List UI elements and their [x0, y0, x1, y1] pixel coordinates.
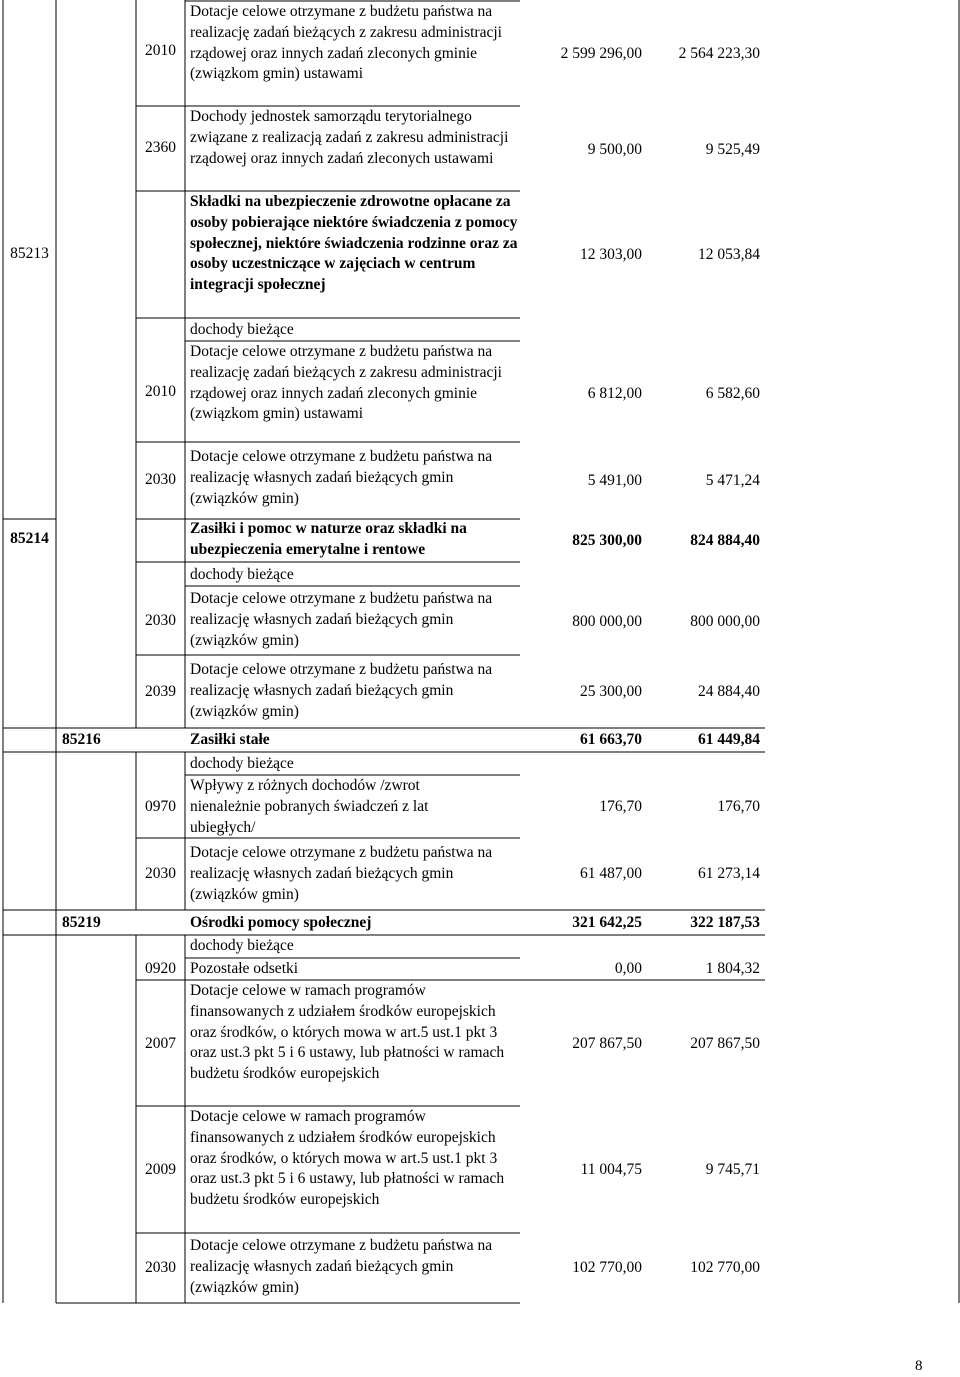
- execution-value: 176,70: [717, 798, 760, 815]
- execution-value: 1 804,32: [705, 960, 760, 977]
- execution-value: 24 884,40: [698, 683, 760, 700]
- plan-value: 321 642,25: [572, 914, 642, 931]
- chapter-code: 85214: [10, 530, 49, 547]
- section-label: dochody bieżące: [190, 937, 294, 954]
- section-label: dochody bieżące: [190, 755, 294, 772]
- row-description: Pozostałe odsetki: [190, 960, 299, 977]
- paragraph-code: 2039: [145, 683, 176, 700]
- plan-value: 6 812,00: [587, 385, 642, 402]
- execution-value: 207 867,50: [690, 1035, 760, 1052]
- section-label: dochody bieżące: [190, 321, 294, 338]
- plan-value: 176,70: [599, 798, 642, 815]
- row-description: Dotacje celowe otrzymane z budżetu państwa na realizację własnych zadań bieżących gmin (związków gmin): [190, 661, 493, 720]
- plan-value: 11 004,75: [580, 1161, 642, 1178]
- plan-value: 25 300,00: [580, 683, 642, 700]
- plan-value: 61 487,00: [580, 865, 642, 882]
- paragraph-code: 2030: [145, 1259, 176, 1276]
- paragraph-code: 2007: [145, 1035, 176, 1052]
- row-description: Dotacje celowe otrzymane z budżetu państwa na realizację własnych zadań bieżących gmin (związków gmin): [190, 844, 493, 903]
- row-description: Dotacje celowe otrzymane z budżetu państwa na realizację własnych zadań bieżących gmin (związków gmin): [190, 590, 493, 649]
- plan-value: 2 599 296,00: [560, 45, 642, 62]
- row-description: Dotacje celowe otrzymane z budżetu państwa na realizację własnych zadań bieżących gmin (związków gmin): [190, 1237, 493, 1296]
- plan-value: 9 500,00: [587, 141, 642, 158]
- chapter-code: 85219: [62, 914, 101, 931]
- chapter-code: 85213: [10, 245, 49, 262]
- plan-value: 102 770,00: [572, 1259, 642, 1276]
- section-label: dochody bieżące: [190, 566, 294, 583]
- plan-value: 825 300,00: [572, 532, 642, 549]
- paragraph-code: 2360: [145, 139, 176, 156]
- execution-value: 800 000,00: [690, 613, 760, 630]
- row-description: Dotacje celowe otrzymane z budżetu państwa na realizację zadań bieżących z zakresu administracji rządowej oraz innych zadań zleconych gminie (związkom gmin) ustawami: [190, 343, 502, 423]
- plan-value: 207 867,50: [572, 1035, 642, 1052]
- plan-value: 61 663,70: [580, 731, 642, 748]
- execution-value: 2 564 223,30: [678, 45, 760, 62]
- plan-value: 5 491,00: [587, 472, 642, 489]
- row-description: Wpływy z różnych dochodów /zwrot nienależnie pobranych świadczeń z lat ubiegłych/: [190, 777, 429, 836]
- execution-value: 824 884,40: [690, 532, 760, 549]
- row-description: Zasiłki i pomoc w naturze oraz składki na ubezpieczenia emerytalne i rentowe: [190, 520, 467, 558]
- paragraph-code: 2030: [145, 865, 176, 882]
- row-description: Składki na ubezpieczenie zdrowotne opłacane za osoby pobierające niektóre świadczenia z pomocy społecznej, niektóre świadczenia rodzinne oraz za osoby uczestniczące w zajęciach w centrum integracji społecznej: [190, 193, 518, 294]
- execution-value: 322 187,53: [690, 914, 760, 931]
- execution-value: 6 582,60: [705, 385, 760, 402]
- paragraph-code: 2009: [145, 1161, 176, 1178]
- row-description: Zasiłki stałe: [190, 731, 270, 748]
- execution-value: 5 471,24: [705, 472, 760, 489]
- paragraph-code: 0920: [145, 960, 176, 977]
- chapter-code: 85216: [62, 731, 101, 748]
- plan-value: 800 000,00: [572, 613, 642, 630]
- paragraph-code: 0970: [145, 798, 176, 815]
- execution-value: 9 745,71: [705, 1161, 760, 1178]
- row-description: Ośrodki pomocy społecznej: [190, 914, 372, 931]
- execution-value: 61 449,84: [698, 731, 760, 748]
- page-number: 8: [915, 1358, 923, 1374]
- row-description: Dochody jednostek samorządu terytorialnego związane z realizacją zadań z zakresu administracji rządowej oraz innych zadań zleconych ustawami: [190, 108, 509, 167]
- execution-value: 12 053,84: [698, 246, 760, 263]
- row-description: Dotacje celowe w ramach programów finansowanych z udziałem środków europejskich oraz środków, o których mowa w art.5 ust.1 pkt 3 oraz ust.3 pkt 5 i 6 ustawy, lub płatności w ramach budżetu środków europejskich: [190, 1108, 505, 1209]
- paragraph-code: 2010: [145, 42, 176, 59]
- paragraph-code: 2030: [145, 612, 176, 629]
- paragraph-code: 2010: [145, 383, 176, 400]
- plan-value: 0,00: [614, 960, 642, 977]
- execution-value: 61 273,14: [698, 865, 760, 882]
- row-description: Dotacje celowe otrzymane z budżetu państwa na realizację zadań bieżących z zakresu administracji rządowej oraz innych zadań zleconych gminie (związkom gmin) ustawami: [190, 3, 502, 83]
- execution-value: 102 770,00: [690, 1259, 760, 1276]
- execution-value: 9 525,49: [705, 141, 760, 158]
- row-description: Dotacje celowe otrzymane z budżetu państwa na realizację własnych zadań bieżących gmin (związków gmin): [190, 448, 493, 507]
- paragraph-code: 2030: [145, 471, 176, 488]
- row-description: Dotacje celowe w ramach programów finansowanych z udziałem środków europejskich oraz środków, o których mowa w art.5 ust.1 pkt 3 oraz ust.3 pkt 5 i 6 ustawy, lub płatności w ramach budżetu środków europejskich: [190, 982, 505, 1083]
- plan-value: 12 303,00: [580, 246, 642, 263]
